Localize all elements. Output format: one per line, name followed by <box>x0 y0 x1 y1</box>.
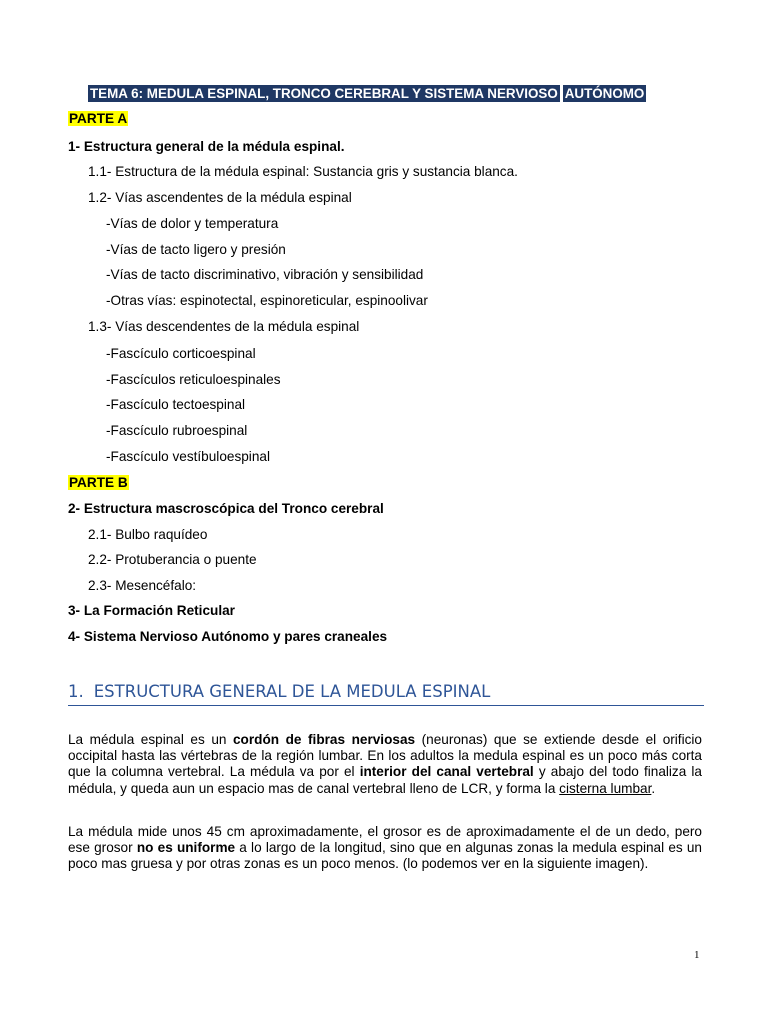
paragraph-1: La médula espinal es un cordón de fibras nerviosas (neuronas) que se extiende desde el orificio occipital hasta las vértebras de la región lumbar. En los adultos la medula espinal es un poco más corta que la columna vertebral. La médula va por el interior del canal vertebral y abajo del todo finaliza la médula, y queda aun un espacio mas de canal vertebral lleno de LCR, y forma la cisterna lumbar. <box>68 732 702 796</box>
toc-section-3: 3- La Formación Reticular <box>68 603 235 618</box>
toc-item: -Fascículo tectoespinal <box>106 397 246 412</box>
toc-item: -Vías de tacto discriminativo, vibración y sensibilidad <box>106 267 424 282</box>
toc-section-1-3: 1.3- Vías descendentes de la médula espinal <box>88 319 360 334</box>
toc-item: -Fascículo corticoespinal <box>106 346 256 361</box>
toc-section-2-3: 2.3- Mesencéfalo: <box>88 578 197 593</box>
toc-item: -Vías de dolor y temperatura <box>106 216 279 231</box>
toc-item: -Fascículos reticuloespinales <box>106 372 281 387</box>
page-number: 1 <box>694 949 700 961</box>
heading-text: ESTRUCTURA GENERAL DE LA MEDULA ESPINAL <box>93 682 491 701</box>
toc-section-1-2: 1.2- Vías ascendentes de la médula espinal <box>88 190 352 205</box>
toc-item: -Vías de tacto ligero y presión <box>106 242 286 257</box>
toc-item: -Fascículo rubroespinal <box>106 423 248 438</box>
title-main: TEMA 6: MEDULA ESPINAL, TRONCO CEREBRAL Y SISTEMA NERVIOSO <box>90 86 558 101</box>
toc-item: -Otras vías: espinotectal, espinoreticular, espinoolivar <box>106 293 428 308</box>
parte-b-label: PARTE B <box>69 475 128 490</box>
toc-section-2-1: 2.1- Bulbo raquídeo <box>88 527 208 542</box>
title-last-word: AUTÓNOMO <box>564 86 645 101</box>
toc-section-1: 1- Estructura general de la médula espinal. <box>68 139 345 154</box>
toc-section-2-2: 2.2- Protuberancia o puente <box>88 552 257 567</box>
toc-section-2: 2- Estructura mascroscópica del Tronco cerebral <box>68 501 384 516</box>
section-heading-1 <box>68 682 704 706</box>
toc-item: -Fascículo vestíbuloespinal <box>106 449 270 464</box>
parte-a-label: PARTE A <box>69 111 128 126</box>
paragraph-2: La médula mide unos 45 cm aproximadamente, el grosor es de aproximadamente el de un dedo, pero ese grosor no es uniforme a lo largo de la longitud, sino que en algunas zonas la medula espinal es un poco mas gruesa y por otras zonas es un poco menos. (lo podemos ver en la siguiente imagen). <box>68 824 702 872</box>
document-title <box>88 86 646 101</box>
toc-section-4: 4- Sistema Nervioso Autónomo y pares craneales <box>68 629 388 644</box>
toc-section-1-1: 1.1- Estructura de la médula espinal: Sustancia gris y sustancia blanca. <box>88 164 518 179</box>
heading-number: 1. <box>68 682 84 701</box>
